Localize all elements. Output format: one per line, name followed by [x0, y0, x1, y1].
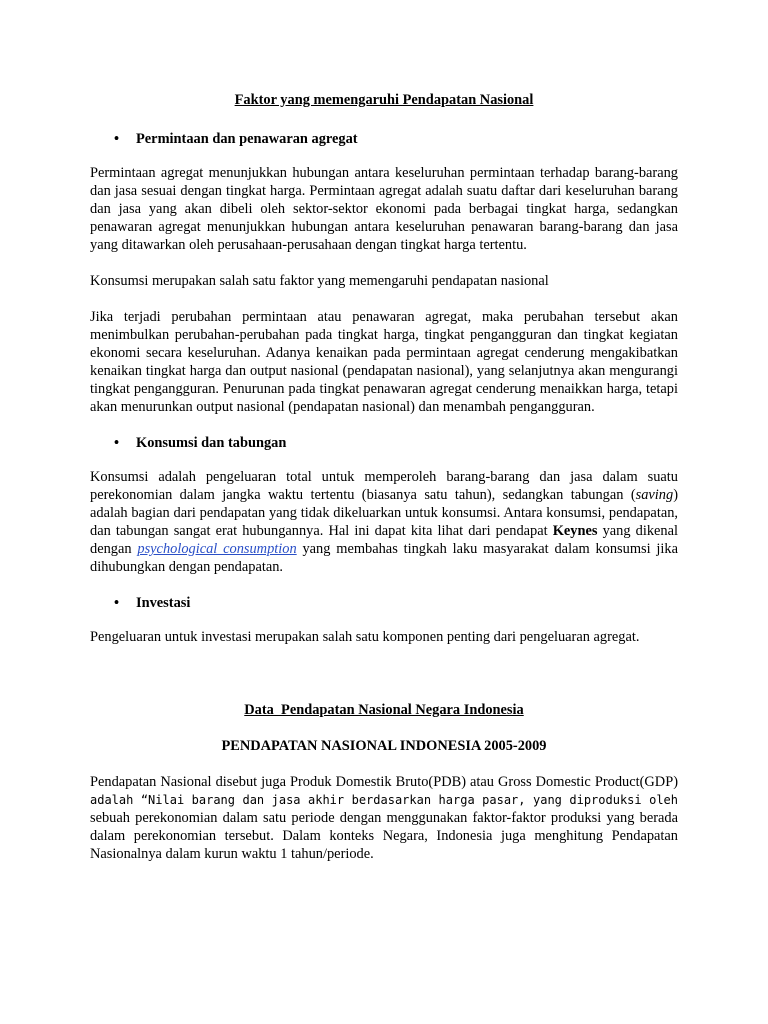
paragraph-konsumsi [90, 468, 678, 576]
text-run: Konsumsi adalah pengeluaran total untuk memperoleh barang-barang dan jasa dalam suatu perekonomian dalam jangka waktu tertentu (biasanya satu tahun), sedangkan tabungan ( [90, 469, 678, 503]
paragraph-permintaan-3: Jika terjadi perubahan permintaan atau penawaran agregat, maka perubahan tersebut akan menimbulkan perubahan-perubahan pada tingkat harga, tingkat pengangguran dan tingkat kegiatan ekonomi secara keseluruhan. Adanya kenaikan pada permintaan agregat cenderung mengakibatkan kenaikan tingkat harga dan output nasional (pendapatan nasional), yang selanjutnya akan mengurangi tingkat pengangguran. Penurunan pada tingkat penawaran agregat cenderung menaikkan harga, tetapi akan menurunkan output nasional (pendapatan nasional) dan menambah pengangguran. [90, 309, 678, 415]
text-run: yang membahas tingkah laku masyarakat dalam konsumsi jika dihubungkan dengan pendapatan. [90, 541, 679, 575]
psychological-consumption-link[interactable]: psychological consumption [137, 541, 297, 557]
document-body [90, 91, 678, 881]
text-run: ) adalah bagian dari pendapatan yang tidak dikeluarkan untuk konsumsi. Antara konsumsi, pendapatan, dan tabungan sangat erat hubungannya. Hal ini dapat kita lihat dari pendapat [90, 487, 678, 539]
data-section-heading-text: Data Pendapatan Nasional Negara Indonesia [244, 702, 524, 718]
section-spacer [90, 664, 678, 701]
bullet-heading-investasi [90, 594, 678, 612]
bullet-icon: • [114, 131, 120, 147]
text-run: Pendapatan Nasional disebut juga Produk Domestik Bruto(PDB) atau Gross Domestic Product(GDP) [90, 774, 678, 790]
paragraph-permintaan-2: Konsumsi merupakan salah satu faktor yang memengaruhi pendapatan nasional [90, 273, 549, 289]
data-section-subheading: PENDAPATAN NASIONAL INDONESIA 2005-2009 [221, 738, 547, 754]
paragraph-pdb [90, 773, 678, 863]
bullet-heading-label: Konsumsi dan tabungan [136, 435, 287, 451]
text-run: yang dikenal dengan [90, 523, 678, 557]
bullet-heading-konsumsi [90, 434, 678, 452]
data-section-heading [90, 701, 678, 719]
document-title: Faktor yang memengaruhi Pendapatan Nasional [234, 92, 534, 108]
paragraph-investasi: Pengeluaran untuk investasi merupakan salah satu komponen penting dari pengeluaran agregat. [90, 629, 640, 645]
bullet-icon: • [114, 595, 120, 611]
text-run: sebuah perekonomian dalam satu periode dengan menggunakan faktor-faktor produksi yang berada dalam perekonomian tersebut. Dalam konteks Negara, Indonesia juga menghitung Pendapatan Nasionalnya dalam kurun waktu 1 tahun/periode. [90, 810, 678, 862]
bold-term-keynes: Keynes [552, 523, 598, 539]
italic-term-saving: saving [635, 487, 674, 503]
bullet-heading-label: Permintaan dan penawaran agregat [136, 131, 358, 147]
bullet-heading-label: Investasi [136, 595, 191, 611]
bullet-heading-permintaan [90, 130, 678, 148]
paragraph-permintaan-1: Permintaan agregat menunjukkan hubungan antara keseluruhan permintaan terhadap barang-barang dan jasa sesuai dengan tingkat harga. Permintaan agregat adalah suatu daftar dari keseluruhan barang dan jasa yang akan dibeli oleh sektor-sektor ekonomi pada berbagai tingkat harga, sedangkan penawaran agregat menunjukkan hubungan antara keseluruhan penawaran barang-barang dan jasa yang ditawarkan oleh perusahaan-perusahaan dengan tingkat harga tertentu. [90, 165, 678, 253]
monospace-run: adalah “Nilai barang dan jasa akhir berdasarkan harga pasar, yang diproduksi oleh [90, 793, 678, 807]
bullet-icon: • [114, 435, 120, 451]
